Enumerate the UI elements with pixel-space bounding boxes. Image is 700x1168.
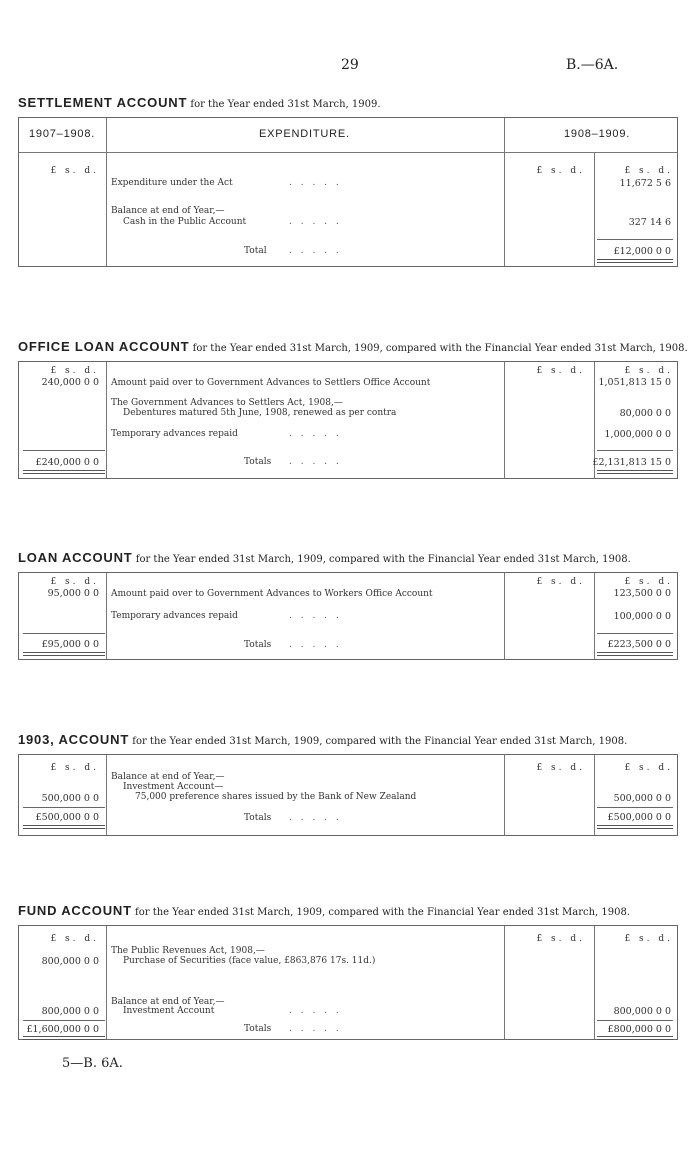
total-value-curr: £500,000 0 0 [607,812,671,823]
currency-head-prev: £ s. d. [50,763,99,773]
row-sublabel: Investment Account [123,1006,215,1016]
settlement-title-rest: for the Year ended 31st March, 1909. [190,99,381,110]
leader-dots: . . . . . [289,611,342,621]
acct1903-title-bold: 1903, ACCOUNT [18,732,130,747]
leader-dots: . . . . . [289,178,342,188]
currency-head-curr: £ s. d. [624,763,673,773]
total-value-prev: £1,600,000 0 0 [26,1024,99,1035]
row-label: Amount paid over to Government Advances to Settlers Office Account [111,378,431,388]
row-value-prev: 240,000 0 0 [41,377,99,388]
leader-dots: . . . . . [289,813,342,823]
leader-dots: . . . . . [289,640,342,650]
page-number: 29 [341,57,359,73]
total-value-curr: £223,500 0 0 [607,639,671,650]
currency-head-curr: £ s. d. [624,577,673,587]
row-value-curr: 1,000,000 0 0 [604,429,671,440]
currency-head-curr: £ s. d. [624,166,673,176]
header-expenditure: EXPENDITURE. [259,128,350,140]
row-value-prev: 500,000 0 0 [41,793,99,804]
row-label: The Government Advances to Settlers Act, 1908,— [111,398,343,408]
total-value-curr: £12,000 0 0 [613,246,671,257]
office-loan-title [18,339,688,354]
row-sublabel: Investment Account— [123,782,224,792]
row-value-curr: 11,672 5 6 [619,178,671,189]
currency-head-prev: £ s. d. [50,577,99,587]
settlement-table [18,117,678,267]
fund-title [18,903,630,918]
row-value-prev: 800,000 0 0 [41,956,99,967]
leader-dots: . . . . . [289,246,342,256]
currency-head-mid: £ s. d. [536,763,585,773]
office-loan-title-rest: for the Year ended 31st March, 1909, compared with the Financial Year ended 31st March, 1908. [192,343,688,354]
row-label: Balance at end of Year,— [111,772,225,782]
total-value-prev: £240,000 0 0 [35,457,99,468]
row-label: Temporary advances repaid [111,429,238,439]
row-sublabel: Purchase of Securities (face value, £863,876 17s. 11d.) [123,956,376,966]
settlement-title [18,95,381,110]
acct1903-title [18,732,627,747]
total-label: Totals [244,457,272,467]
row-value-curr: 100,000 0 0 [613,611,671,622]
header-prev-year: 1907–1908. [29,128,96,140]
currency-head-prev: £ s. d. [50,366,99,376]
office-loan-table [18,361,678,479]
row-value-curr: 500,000 0 0 [613,793,671,804]
total-value-curr: £800,000 0 0 [607,1024,671,1035]
row-sublabel: 75,000 preference shares issued by the Bank of New Zealand [135,792,417,802]
page-reference: B.—6A. [566,57,619,73]
acct1903-title-rest: for the Year ended 31st March, 1909, compared with the Financial Year ended 31st March, 1908. [132,736,628,747]
row-label: The Public Revenues Act, 1908,— [111,946,265,956]
header-curr-year: 1908–1909. [564,128,631,140]
fund-table [18,925,678,1040]
fund-title-bold: FUND ACCOUNT [18,903,132,918]
row-sublabel: Cash in the Public Account [123,217,247,227]
row-value-curr: 800,000 0 0 [613,1006,671,1017]
settlement-title-bold: SETTLEMENT ACCOUNT [18,95,188,110]
loan-title-bold: LOAN ACCOUNT [18,550,133,565]
leader-dots: . . . . . [289,1006,342,1016]
currency-head-mid: £ s. d. [536,366,585,376]
currency-head-mid: £ s. d. [536,166,585,176]
currency-head-prev: £ s. d. [50,934,99,944]
currency-head-prev: £ s. d. [50,166,99,176]
total-value-prev: £500,000 0 0 [35,812,99,823]
leader-dots: . . . . . [289,217,342,227]
currency-head-mid: £ s. d. [536,577,585,587]
loan-title [18,550,631,565]
row-value-curr: 123,500 0 0 [613,588,671,599]
row-value-curr: 1,051,813 15 0 [598,377,671,388]
loan-table [18,572,678,660]
loan-title-rest: for the Year ended 31st March, 1909, compared with the Financial Year ended 31st March, 1908. [135,554,631,565]
row-label: Balance at end of Year,— [111,206,225,216]
leader-dots: . . . . . [289,1024,342,1034]
office-loan-title-bold: OFFICE LOAN ACCOUNT [18,339,190,354]
row-value-prev: 800,000 0 0 [41,1006,99,1017]
leader-dots: . . . . . [289,429,342,439]
total-label: Total [244,246,267,256]
total-value-curr: £2,131,813 15 0 [592,457,671,468]
total-label: Totals [244,1024,272,1034]
total-label: Totals [244,813,272,823]
currency-head-mid: £ s. d. [536,934,585,944]
leader-dots: . . . . . [289,457,342,467]
fund-title-rest: for the Year ended 31st March, 1909, compared with the Financial Year ended 31st March, 1908. [135,907,631,918]
row-label: Balance at end of Year,— [111,997,225,1007]
row-label: Amount paid over to Government Advances to Workers Office Account [111,589,433,599]
currency-head-curr: £ s. d. [624,934,673,944]
row-sublabel: Debentures matured 5th June, 1908, renewed as per contra [123,408,397,418]
row-label: Temporary advances repaid [111,611,238,621]
page-footer-signature: 5—B. 6A. [62,1056,123,1071]
currency-head-curr: £ s. d. [624,366,673,376]
row-value-curr: 327 14 6 [628,217,671,228]
total-label: Totals [244,640,272,650]
row-value-curr: 80,000 0 0 [619,408,671,419]
total-value-prev: £95,000 0 0 [41,639,99,650]
acct1903-table [18,754,678,836]
row-value-prev: 95,000 0 0 [47,588,99,599]
row-label: Expenditure under the Act [111,178,233,188]
